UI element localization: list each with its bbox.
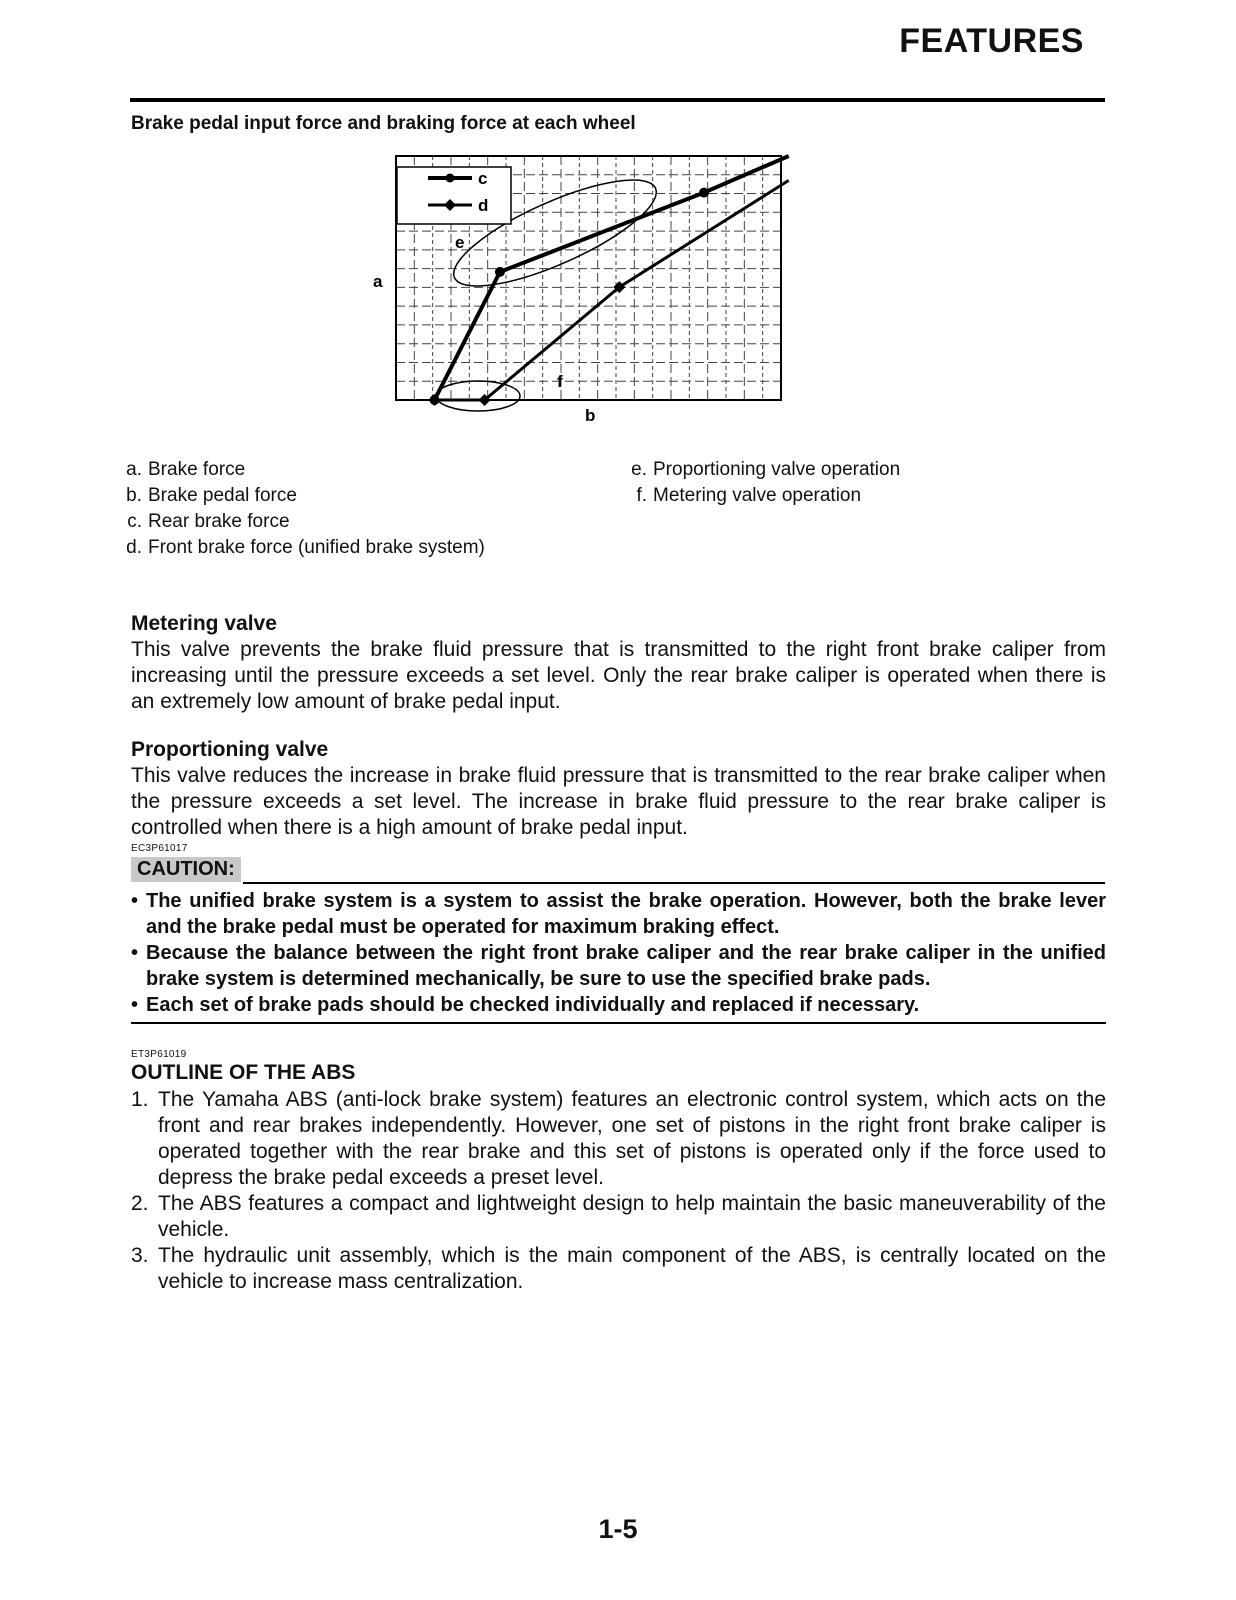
series-point-c — [699, 188, 709, 198]
annotation-f-ellipse — [436, 381, 520, 411]
header-rule — [130, 98, 1105, 102]
legend-item-e: e. Proportioning valve operation — [631, 459, 901, 480]
abs-list-item: 1. The Yamaha ABS (anti-lock brake system) features an electronic control system, which acts on the front and rear brakes independently. However, one set of pistons in the right front brake caliper is operated together with the rear brake and this set of pistons is operated only if the force used to depress the brake pedal exceeds a preset level. — [131, 1088, 1106, 1189]
x-axis-label: b — [585, 406, 596, 425]
caution-code: EC3P61017 — [131, 843, 188, 854]
y-axis-label: a — [373, 272, 383, 291]
page-number: 1-5 — [598, 1514, 638, 1544]
legend-item-d: d. Front brake force (unified brake system) — [126, 537, 485, 558]
figure-caption: Brake pedal input force and braking force at each wheel — [131, 113, 636, 134]
brake-force-chart — [360, 145, 800, 435]
legend-label-c: c — [478, 169, 488, 188]
legend-marker-c — [446, 174, 455, 183]
caution-bottom-rule — [131, 1022, 1106, 1024]
legend-item-c: c. Rear brake force — [127, 511, 290, 532]
abs-code: ET3P61019 — [131, 1049, 187, 1060]
legend-label-d: d — [478, 196, 489, 215]
abs-list-item: 2. The ABS features a compact and lightweight design to help maintain the basic maneuverability of the vehicle. — [131, 1192, 1106, 1241]
legend-item-b: b. Brake pedal force — [126, 485, 297, 506]
metering-valve-title: Metering valve — [131, 612, 277, 635]
metering-valve-text: This valve prevents the brake fluid pressure that is transmitted to the right front brake caliper from increasing until the pressure exceeds a set level. Only the rear brake caliper is operated when there is an extremely low amount of brake pedal input. — [131, 638, 1106, 713]
caution-item: • Because the balance between the right front brake caliper and the rear brake caliper in the unified brake system is determined mechanically, be sure to use the specified brake pads. — [131, 942, 1106, 990]
proportioning-valve-text: This valve reduces the increase in brake fluid pressure that is transmitted to the rear brake caliper when the pressure exceeds a set level. The increase in brake fluid pressure to the rear brake caliper is controlled when there is a high amount of brake pedal input. — [131, 764, 1106, 839]
chart-legend-box — [397, 167, 511, 224]
series-point-c — [495, 267, 505, 277]
legend-item-f: f. Metering valve operation — [636, 485, 862, 506]
annotation-label-e: e — [455, 233, 465, 252]
page-header-title: FEATURES — [899, 22, 1084, 60]
caution-list — [131, 888, 1106, 1018]
annotation-label-f: f — [557, 372, 563, 391]
caution-item: • The unified brake system is a system to assist the brake operation. However, both the brake lever and the brake pedal must be operated for maximum braking effect. — [131, 890, 1106, 938]
legend-item-a: a. Brake force — [126, 459, 246, 480]
abs-list — [131, 1087, 1106, 1295]
abs-list-item: 3. The hydraulic unit assembly, which is the main component of the ABS, is centrally located on the vehicle to increase mass centralization. — [131, 1244, 1106, 1293]
caution-top-rule — [243, 882, 1105, 884]
abs-section-title: OUTLINE OF THE ABS — [131, 1061, 356, 1084]
caution-item: • Each set of brake pads should be checked individually and replaced if necessary. — [131, 994, 920, 1016]
caution-label: CAUTION: — [131, 857, 241, 882]
proportioning-valve-title: Proportioning valve — [131, 738, 329, 761]
